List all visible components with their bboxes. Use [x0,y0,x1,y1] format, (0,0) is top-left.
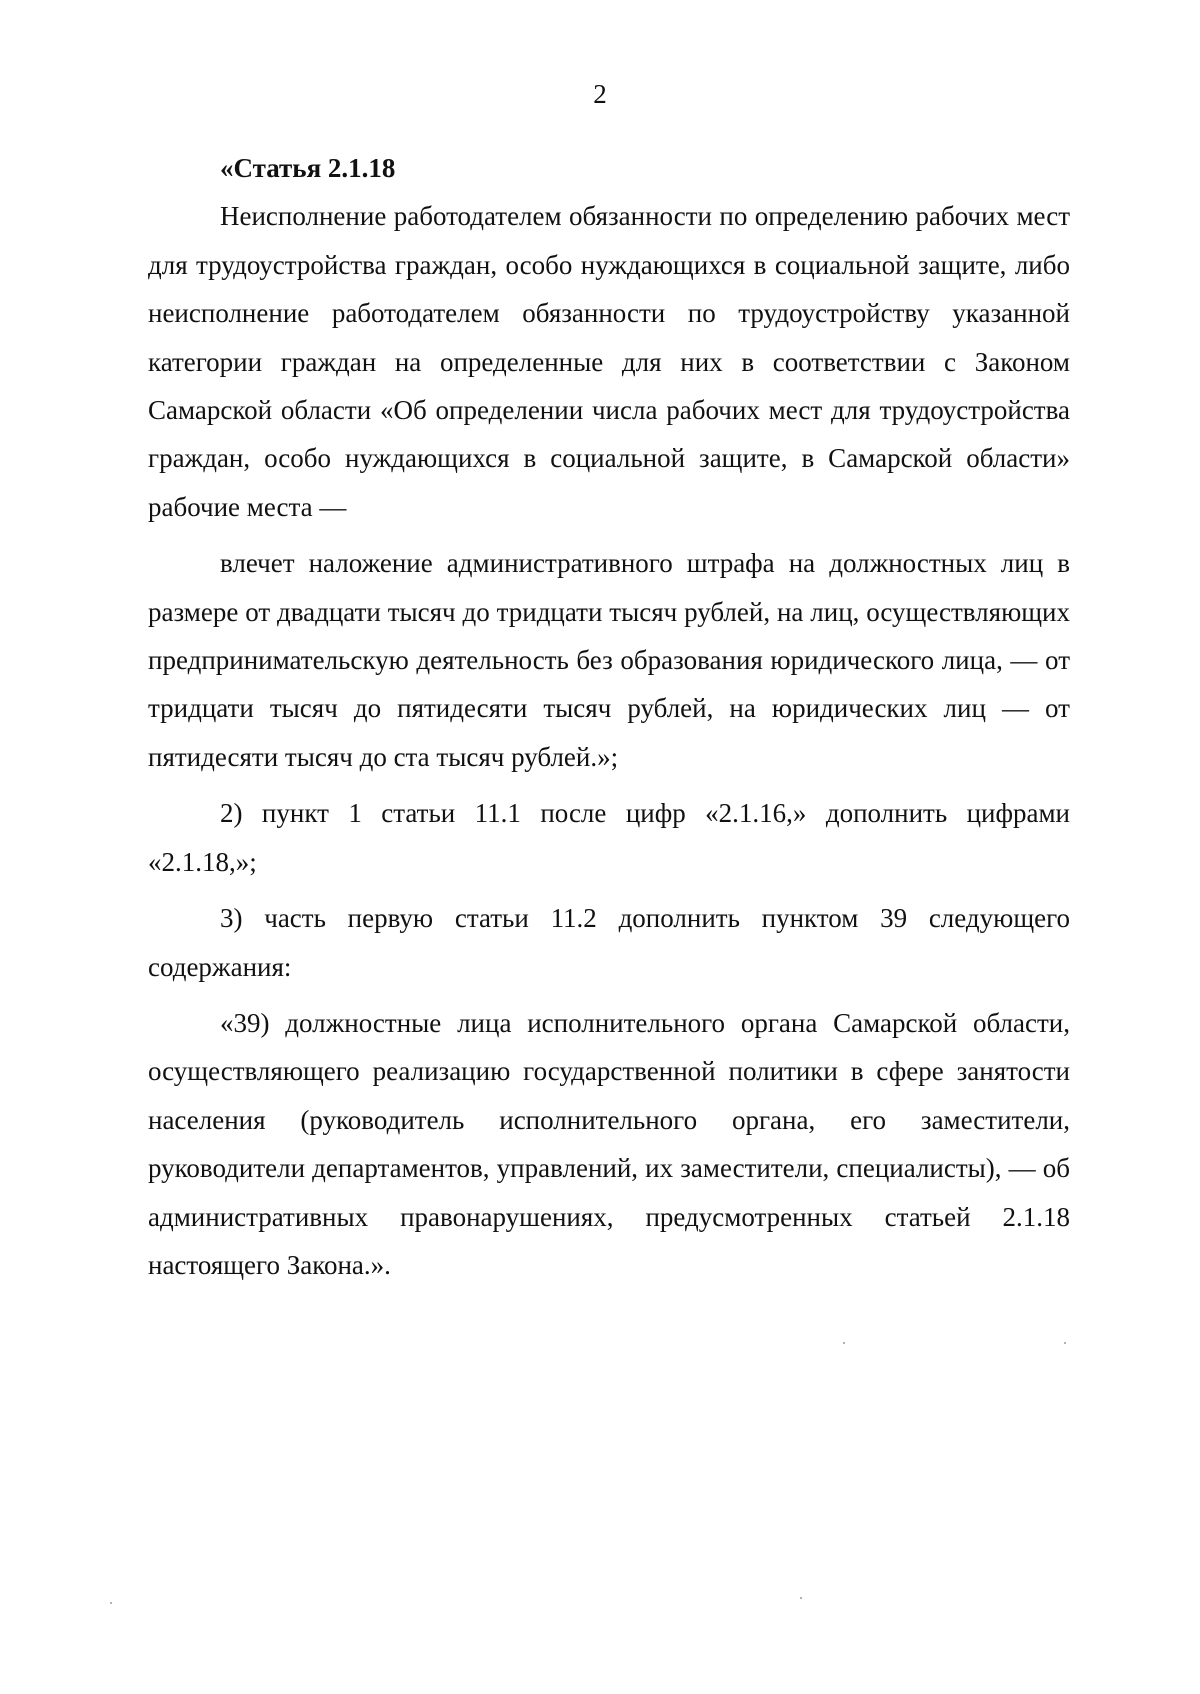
page-number: 2 [593,79,607,109]
scan-speck [110,1602,112,1604]
scan-speck [843,1342,845,1344]
article-disposition-paragraph: Неисполнение работодателем обязанности по определению рабочих мест для трудоустройства граждан, особо нуждающихся в социальной защите, либо неисполнение работодателем обязанности по трудоустройству указанной категории граждан на определенные для них в соответствии с Законом Самарской области «Об определении числа рабочих мест для трудоустройства граждан, особо нуждающихся в социальной защите, в Самарской области» рабочие места — [148,201,1070,522]
article-sanction-paragraph: влечет наложение административного штрафа на должностных лиц в размере от двадцати тысяч до тридцати тысяч рублей, на лиц, осуществляющих предпринимательскую деятельность без образования юридического лица, — от тридцати тысяч до пятидесяти тысяч рублей, на юридических лиц — от пятидесяти тысяч до ста тысяч рублей.»; [148,548,1070,772]
article-title: «Статья 2.1.18 [220,153,396,183]
scan-speck [800,1597,802,1599]
amendment-item-2: 2) пункт 1 статьи 11.1 после цифр «2.1.16,» дополнить цифрами «2.1.18,»; [148,798,1070,877]
new-point-39: «39) должностные лица исполнительного органа Самарской области, осуществляющего реализацию государственной политики в сфере занятости населения (руководитель исполнительного органа, его заместители, руководители департаментов, управлений, их заместители, специалисты), — об административных правонарушениях, предусмотренных статьей 2.1.18 настоящего Закона.». [148,1007,1070,1280]
document-body [148,144,1070,1289]
amendment-item-3: 3) часть первую статьи 11.2 дополнить пунктом 39 следующего содержания: [148,903,1070,982]
scan-speck [1064,1342,1066,1344]
